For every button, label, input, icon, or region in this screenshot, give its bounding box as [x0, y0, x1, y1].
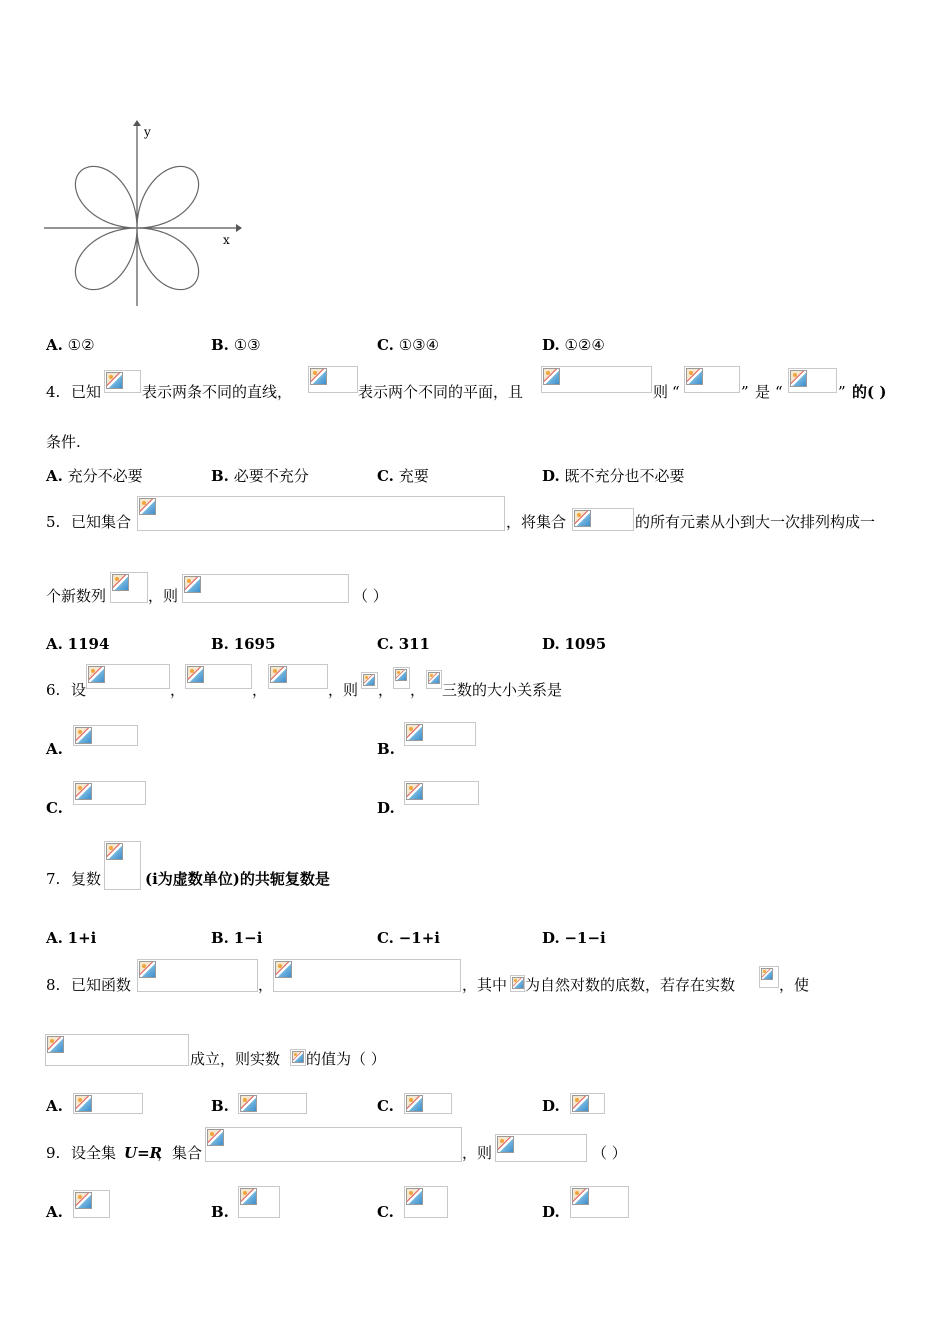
q6-comma: ， — [170, 681, 186, 699]
formula-image — [137, 959, 258, 992]
formula-image — [185, 664, 252, 689]
formula-image — [788, 368, 837, 393]
option-text: 充要 — [398, 467, 429, 485]
option-text: 充分不必要 — [67, 467, 143, 485]
formula-image — [137, 496, 505, 531]
q9-option-b-letter: B. — [211, 1203, 229, 1221]
q9-option-d-letter: D. — [542, 1203, 560, 1221]
option-letter: C. — [377, 336, 394, 354]
q4-text-6: 的( ) — [852, 383, 887, 401]
q4-text-5: 是 — [755, 383, 771, 401]
q9-universal-set: U=R — [124, 1144, 163, 1162]
option-text: 1095 — [564, 635, 607, 653]
formula-image — [572, 508, 634, 531]
q9-number: 9. — [46, 1144, 61, 1162]
option-text: 1194 — [67, 635, 110, 653]
formula-image — [404, 1186, 448, 1218]
formula-image — [73, 1190, 110, 1218]
formula-image — [570, 1093, 605, 1114]
formula-image — [404, 781, 479, 805]
q6-option-a-letter: A. — [46, 740, 63, 758]
option-text: 1+i — [67, 929, 97, 947]
option-text: 必要不充分 — [233, 467, 309, 485]
q8-option-a-letter: A. — [46, 1097, 63, 1115]
q4-quote-open-1: “ — [672, 383, 680, 401]
formula-image — [45, 1034, 189, 1066]
formula-image — [684, 366, 740, 393]
q6-comma: ， — [378, 681, 394, 699]
q9-option-c-letter: C. — [377, 1203, 394, 1221]
q5-text-3: 的所有元素从小到大一次排列构成一 — [635, 513, 876, 531]
option-letter: B. — [211, 929, 229, 947]
formula-image — [238, 1186, 280, 1218]
option-letter: D. — [542, 635, 560, 653]
q4-line-2: 条件. — [46, 433, 81, 451]
q8-number: 8. — [46, 976, 61, 994]
q6-comma: ， — [252, 681, 268, 699]
formula-image — [182, 574, 349, 603]
formula-image — [73, 1093, 143, 1114]
option-letter: C. — [377, 635, 394, 653]
q7-text-1: 复数 — [71, 870, 102, 888]
q8-option-b-letter: B. — [211, 1097, 229, 1115]
q9-text-4: （ ） — [592, 1144, 627, 1162]
q8-option-c-letter: C. — [377, 1097, 394, 1115]
q5-text-6: （ ） — [353, 587, 388, 605]
q5-option-a — [46, 634, 109, 654]
formula-image — [404, 722, 476, 746]
formula-image — [86, 664, 170, 689]
formula-image — [759, 966, 779, 988]
q4-text-3: 表示两个不同的平面，且 — [358, 383, 524, 401]
q4-text-4: 则 — [653, 383, 669, 401]
formula-image — [510, 975, 525, 992]
option-text: 既不充分也不必要 — [564, 467, 685, 485]
x-axis-arrow — [236, 224, 242, 232]
q5-option-b — [211, 634, 275, 654]
option-letter: D. — [542, 336, 560, 354]
formula-image — [393, 667, 410, 689]
q5-text-1: 已知集合 — [71, 513, 132, 531]
q6-option-c-letter: C. — [46, 799, 63, 817]
q7-option-a — [46, 928, 96, 948]
formula-image — [104, 841, 141, 890]
q8-text-5: 成立，则实数 — [190, 1050, 281, 1068]
q6-number: 6. — [46, 681, 61, 699]
option-text: ①③④ — [398, 336, 440, 354]
rose-curve-figure — [40, 118, 250, 310]
q8-text-4: ，使 — [779, 976, 810, 994]
formula-image — [104, 370, 141, 393]
formula-image — [73, 725, 138, 746]
q3-option-c — [377, 335, 439, 355]
option-text: ①③ — [233, 336, 261, 354]
q4-quote-open-2: “ — [775, 383, 783, 401]
q8-text-3: 为自然对数的底数，若存在实数 — [525, 976, 736, 994]
q6-comma: ， — [410, 681, 426, 699]
formula-image — [426, 670, 442, 689]
formula-image — [404, 1093, 452, 1114]
q5-text-2: ，将集合 — [506, 513, 567, 531]
q8-text-2: ，其中 — [462, 976, 508, 994]
formula-image — [273, 959, 461, 992]
q5-number: 5. — [46, 513, 61, 531]
option-letter: C. — [377, 467, 394, 485]
q9-option-a-letter: A. — [46, 1203, 63, 1221]
formula-image — [110, 572, 148, 603]
option-text: −1+i — [398, 929, 440, 947]
option-text: 311 — [398, 635, 430, 653]
q6-text-3: 三数的大小关系是 — [442, 681, 563, 699]
option-text: 1695 — [233, 635, 276, 653]
y-axis-arrow — [133, 120, 141, 126]
formula-image — [541, 366, 652, 393]
q9-text-1: 设全集 — [71, 1144, 117, 1162]
q5-text-5: ，则 — [148, 587, 179, 605]
formula-image — [268, 664, 328, 689]
q9-text-2: ，集合 — [157, 1144, 203, 1162]
q6-option-b-letter: B. — [377, 740, 395, 758]
option-letter: B. — [211, 467, 229, 485]
q5-option-c — [377, 634, 430, 654]
option-letter: B. — [211, 336, 229, 354]
option-letter: A. — [46, 336, 63, 354]
q7-number: 7. — [46, 870, 61, 888]
q3-option-d — [542, 335, 605, 355]
formula-image — [570, 1186, 629, 1218]
q8-text-1: 已知函数 — [71, 976, 132, 994]
x-axis-label: x — [223, 233, 230, 247]
formula-image — [290, 1049, 306, 1066]
q5-option-d — [542, 634, 606, 654]
formula-image — [361, 672, 378, 689]
formula-image — [238, 1093, 307, 1114]
q5-text-4: 个新数列 — [46, 587, 107, 605]
option-text: ①②④ — [564, 336, 605, 354]
q3-option-a — [46, 335, 95, 355]
q7-text-2: (i为虚数单位)的共轭复数是 — [145, 870, 330, 888]
q4-option-c — [377, 466, 429, 486]
q6-text-1: 设 — [71, 681, 87, 699]
option-letter: D. — [542, 929, 560, 947]
option-text: 1−i — [233, 929, 263, 947]
q4-text-1: 已知 — [71, 383, 102, 401]
option-text: −1−i — [564, 929, 606, 947]
q4-option-d — [542, 466, 685, 486]
q6-text-2: ，则 — [328, 681, 359, 699]
q4-option-b — [211, 466, 309, 486]
option-text: ①② — [67, 336, 95, 354]
q7-option-c — [377, 928, 440, 948]
q4-number: 4. — [46, 383, 61, 401]
q8-comma: ， — [258, 976, 274, 994]
q4-option-a — [46, 466, 143, 486]
q4-quote-close-2: ” — [838, 383, 846, 401]
option-letter: A. — [46, 467, 63, 485]
option-letter: C. — [377, 929, 394, 947]
option-letter: B. — [211, 635, 229, 653]
q8-text-6: 的值为（ ） — [306, 1050, 386, 1068]
q7-option-b — [211, 928, 262, 948]
formula-image — [205, 1127, 462, 1162]
q6-option-d-letter: D. — [377, 799, 395, 817]
option-letter: A. — [46, 929, 63, 947]
formula-image — [308, 366, 358, 393]
q3-option-b — [211, 335, 261, 355]
formula-image — [495, 1134, 587, 1162]
formula-image — [73, 781, 146, 805]
q8-option-d-letter: D. — [542, 1097, 560, 1115]
q4-quote-close-1: ” — [741, 383, 749, 401]
q4-text-2: 表示两条不同的直线， — [142, 383, 293, 401]
option-letter: D. — [542, 467, 560, 485]
q9-text-3: ，则 — [462, 1144, 493, 1162]
option-letter: A. — [46, 635, 63, 653]
y-axis-label: y — [144, 125, 151, 139]
q7-option-d — [542, 928, 606, 948]
